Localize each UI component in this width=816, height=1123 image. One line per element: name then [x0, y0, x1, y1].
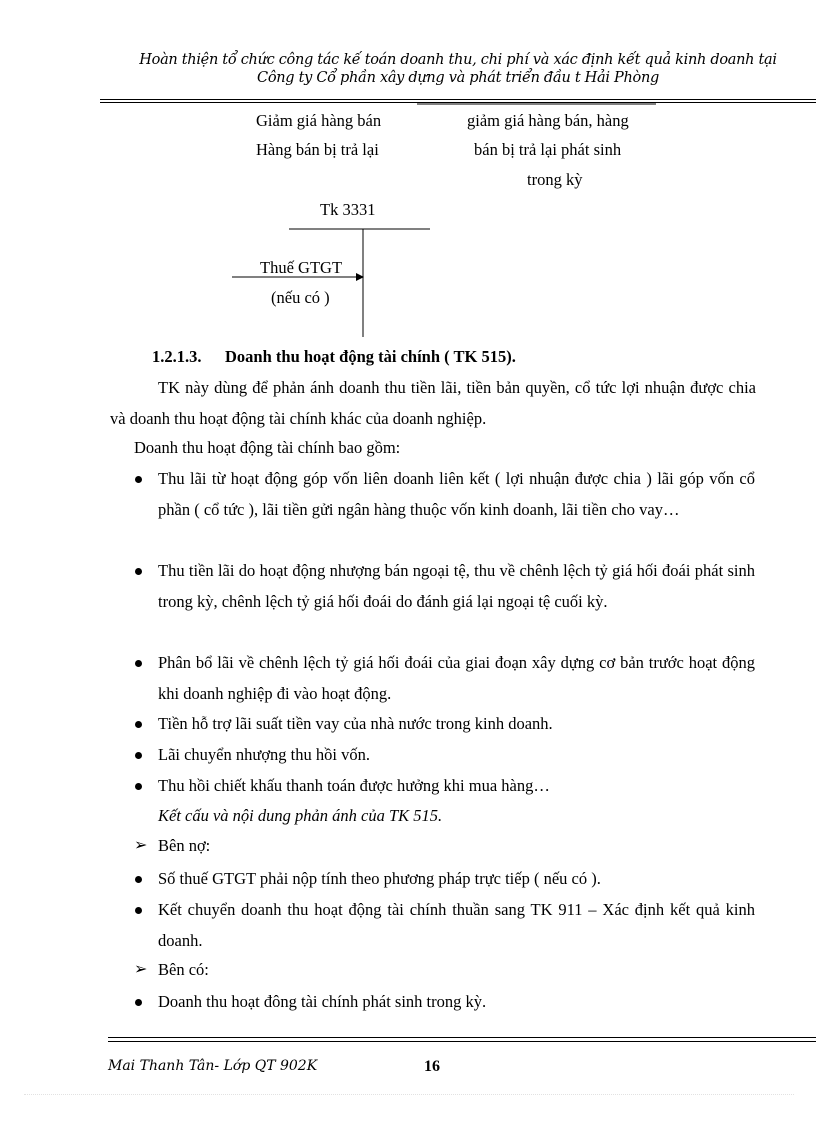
list-item: Phân bổ lãi về chênh lệch tỷ giá hối đoái của giai đoạn xây dựng cơ bản trước hoạt động khi doanh nghiệp đi vào hoạt động.: [158, 653, 755, 703]
list-item: Doanh thu hoạt đông tài chính phát sinh trong kỳ.: [158, 992, 487, 1011]
bullet-icon: [135, 783, 142, 790]
list-item: Số thuế GTGT phải nộp tính theo phương pháp trực tiếp ( nếu có ).: [158, 869, 601, 888]
bullet-icon: [135, 568, 142, 575]
list-item: Thu lãi từ hoạt động góp vốn liên doanh liên kết ( lợi nhuận được chia ) lãi góp vốn cổ phần ( cổ tức ), lãi tiền gửi ngân hàng thuộc vốn kinh doanh, lãi tiền cho vay…: [158, 469, 755, 519]
diagram-right-line3: trong kỳ: [527, 170, 583, 189]
bullet-icon: [135, 752, 142, 759]
entry-label: Thuế GTGT: [260, 258, 343, 277]
account-label: Tk 3331: [320, 200, 376, 219]
header-title-line1: Hoàn thiện tổ chức công tác kế toán doanh thu, chi phí và xác định kết quả kinh doanh tại: [139, 52, 777, 68]
bullet-icon: [135, 660, 142, 667]
arrowhead-right-icon: ➢: [134, 959, 148, 978]
diagram-right-line2: bán bị trả lại phát sinh: [474, 140, 622, 159]
header-title-line2: Công ty Cổ phần xây dựng và phát triển đầu t Hải Phòng: [257, 70, 659, 86]
bullet-icon: [135, 721, 142, 728]
list-item: Lãi chuyển nhượng thu hồi vốn.: [158, 745, 370, 764]
entry-note: (nếu có ): [271, 288, 330, 307]
diagram-left-line2: Hàng bán bị trả lại: [256, 140, 379, 159]
footer-author: Mai Thanh Tân- Lớp QT 902K: [108, 1058, 318, 1074]
list-item: Kết chuyển doanh thu hoạt động tài chính thuần sang TK 911 – Xác định kết quả kinh doanh.: [158, 900, 755, 950]
diagram-right-line1: giảm giá hàng bán, hàng: [467, 111, 629, 130]
list-item: Thu tiền lãi do hoạt động nhượng bán ngoại tệ, thu về chênh lệch tỷ giá hối đoái phát sinh trong kỳ, chênh lệch tỷ giá hối đoái do đánh giá lại ngoại tệ cuối kỳ.: [158, 561, 755, 611]
list-item: Thu hồi chiết khấu thanh toán được hưởng khi mua hàng…: [158, 776, 550, 795]
page-number: 16: [424, 1058, 440, 1075]
list-item: Tiền hỗ trợ lãi suất tiền vay của nhà nước trong kinh doanh.: [158, 714, 553, 733]
credit-label: Bên có:: [158, 960, 209, 979]
footer-rule-top: [108, 1037, 816, 1038]
page-edge-divider: [24, 1094, 794, 1095]
bullet-icon: [135, 907, 142, 914]
diagram-left-line1: Giảm giá hàng bán: [256, 111, 382, 130]
bullet-icon: [135, 476, 142, 483]
intro-paragraph: TK này dùng để phản ánh doanh thu tiền lãi, tiền bản quyền, cổ tức lợi nhuận được chia và doanh thu hoạt động tài chính khác của doanh nghiệp.: [110, 378, 756, 428]
bullet-icon: [135, 999, 142, 1006]
footer-rule-bottom: [108, 1041, 816, 1042]
includes-label: Doanh thu hoạt động tài chính bao gồm:: [134, 438, 401, 457]
debit-label: Bên nợ:: [158, 836, 211, 855]
bullet-icon: [135, 876, 142, 883]
structure-title: Kết cấu và nội dung phản ánh của TK 515.: [158, 806, 443, 825]
arrowhead-right-icon: ➢: [134, 835, 148, 854]
section-title: Doanh thu hoạt động tài chính ( TK 515).: [225, 347, 516, 366]
section-number: 1.2.1.3.: [152, 347, 202, 366]
